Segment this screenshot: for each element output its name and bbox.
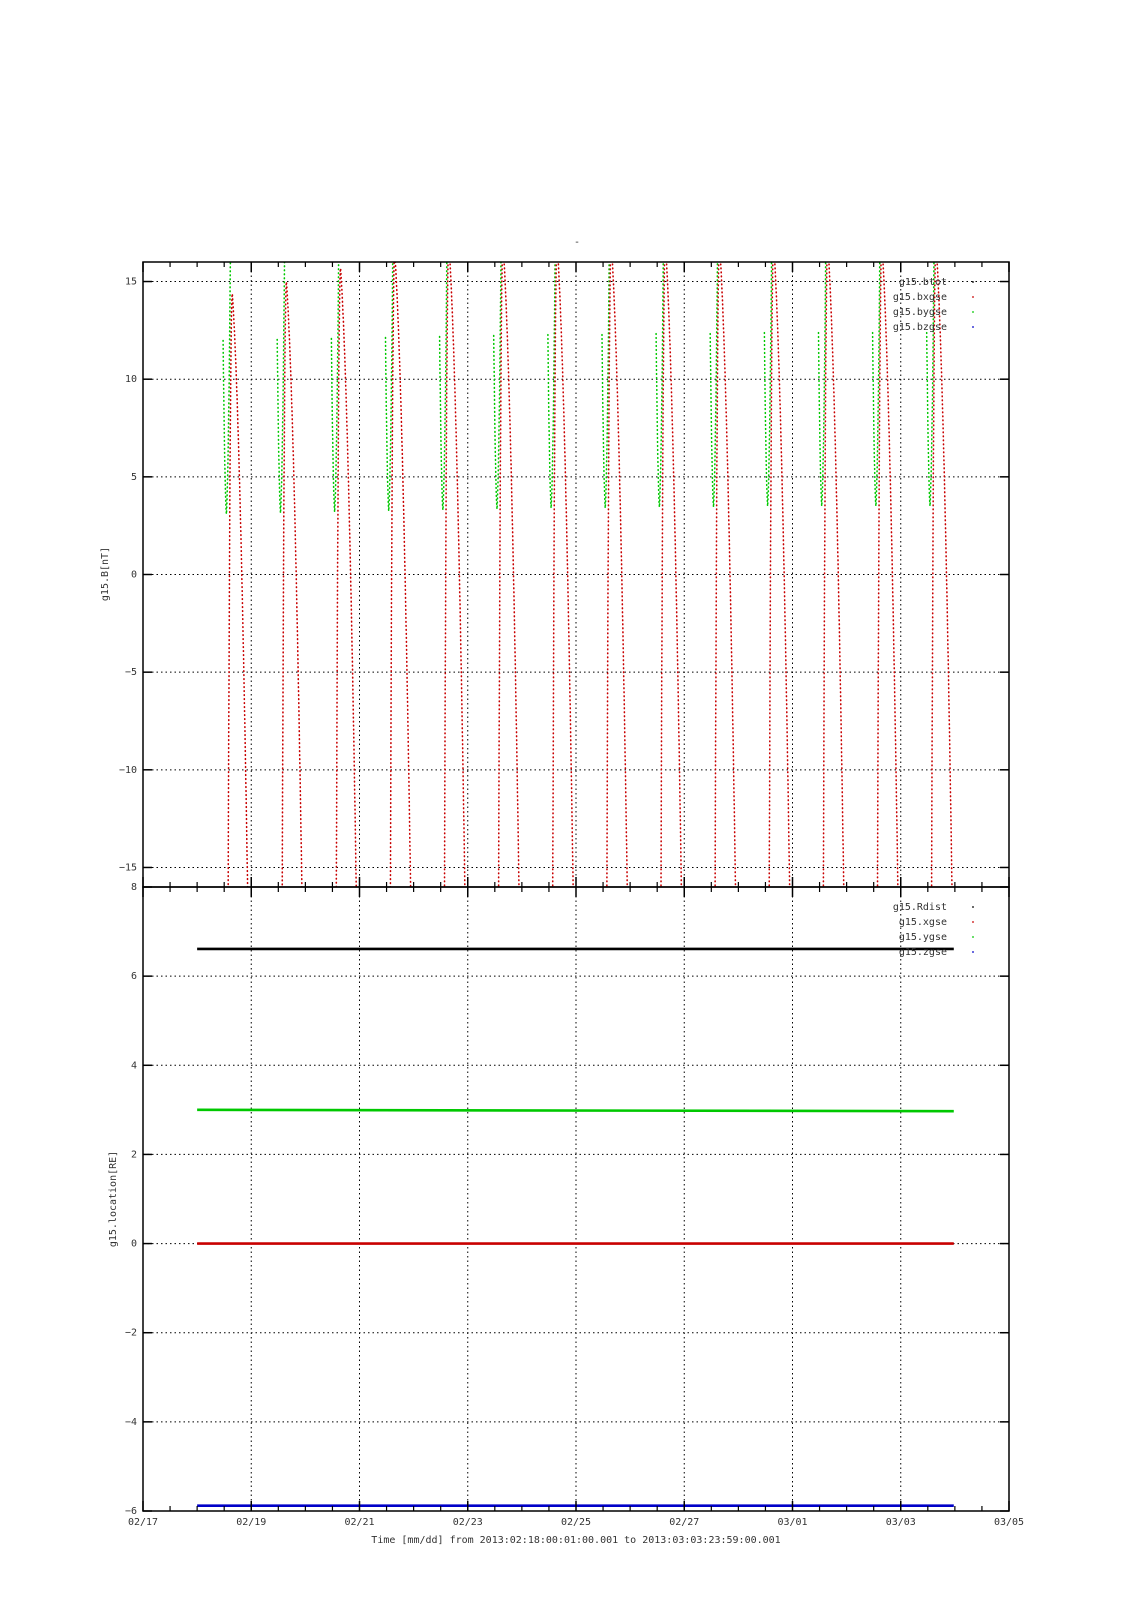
- x-tick-label: 03/05: [993, 1517, 1025, 1528]
- bottom-panel: [108, 882, 1009, 1517]
- bottom-ytick-label: 4: [130, 1060, 137, 1072]
- bottom-grid: [143, 887, 1009, 1511]
- x-axis-label: Time [mm/dd] from 2013:02:18:00:01:00.001 to 2013:03:03:23:59:00.001: [371, 1535, 781, 1546]
- top-ytick-label: 15: [124, 276, 137, 288]
- bottom-ytick-label: −4: [124, 1416, 137, 1428]
- x-tick-label: 03/01: [777, 1517, 808, 1528]
- bottom-ytick-label: 2: [130, 1149, 137, 1161]
- legend-xgse-marker: [972, 921, 974, 923]
- bottom-ytick-label: −2: [124, 1327, 137, 1339]
- x-tick-label: 02/23: [452, 1517, 483, 1528]
- bxgse-dot-series: [223, 294, 255, 1600]
- x-tick-label: 02/17: [127, 1517, 159, 1528]
- legend-bygse-label: g15.bygse: [892, 307, 947, 318]
- top-ytick-label: 0: [130, 569, 137, 581]
- bottom-ylabel: g15.location[RE]: [108, 1150, 119, 1248]
- top-ytick-label: −15: [118, 862, 137, 874]
- top-ytick-label: −10: [118, 764, 137, 776]
- bxgse-dot-series: [602, 243, 634, 1600]
- x-tick-label: 02/27: [669, 1517, 700, 1528]
- bxgse-dot-series: [710, 243, 742, 1600]
- chart-title: -: [573, 237, 581, 248]
- legend-btot-marker: [972, 281, 974, 283]
- bxgse-dot-series: [277, 282, 309, 1600]
- bygse-dot-series: [710, 0, 723, 507]
- top-ytick-label: 10: [124, 374, 137, 386]
- bygse-dot-series: [602, 0, 615, 508]
- top-data: [223, 0, 959, 1600]
- bygse-dot-series: [548, 0, 561, 508]
- bygse-dot-series: [223, 0, 236, 514]
- top-ytick-label: 5: [130, 471, 137, 483]
- bxgse-dot-series: [386, 253, 418, 1600]
- top-ytick-label: −5: [124, 667, 137, 679]
- legend-ygse-label: g15.ygse: [898, 932, 947, 943]
- legend-rdist-marker: [972, 906, 974, 908]
- legend-bzgse-label: g15.bzgse: [892, 322, 947, 333]
- x-tick-label: 03/03: [885, 1517, 916, 1528]
- legend-zgse-marker: [972, 951, 974, 953]
- legend-zgse-label: g15.zgse: [898, 947, 947, 958]
- ygse-line: [197, 1110, 954, 1111]
- legend-bxgse-marker: [972, 296, 974, 298]
- legend-rdist-label: g15.Rdist: [892, 902, 947, 913]
- legend-btot-label: g15.btot: [898, 277, 947, 288]
- top-legend: [893, 277, 974, 333]
- bottom-ytick-label: 6: [130, 971, 137, 983]
- top-ylabel: g15.B[nT]: [100, 546, 111, 602]
- legend-bzgse-marker: [972, 326, 974, 328]
- legend-xgse-label: g15.xgse: [898, 917, 947, 928]
- bottom-ytick-label: 8: [130, 882, 137, 893]
- top-panel: [100, 0, 1009, 1600]
- x-tick-label: 02/19: [236, 1517, 267, 1528]
- legend-ygse-marker: [972, 936, 974, 938]
- x-tick-label: 02/25: [560, 1517, 592, 1528]
- legend-bxgse-label: g15.bxgse: [892, 292, 947, 303]
- bygse-dot-series: [656, 0, 669, 507]
- x-tick-labels: [128, 1517, 1024, 1528]
- x-tick-label: 02/21: [344, 1517, 375, 1528]
- bxgse-dot-series: [548, 243, 580, 1600]
- legend-bygse-marker: [972, 311, 974, 313]
- bxgse-dot-series: [656, 243, 688, 1600]
- bottom-legend: [893, 902, 974, 958]
- bxgse-dot-series: [331, 268, 363, 1600]
- bottom-ytick-label: −6: [124, 1506, 137, 1517]
- bottom-ytick-label: 0: [130, 1238, 137, 1250]
